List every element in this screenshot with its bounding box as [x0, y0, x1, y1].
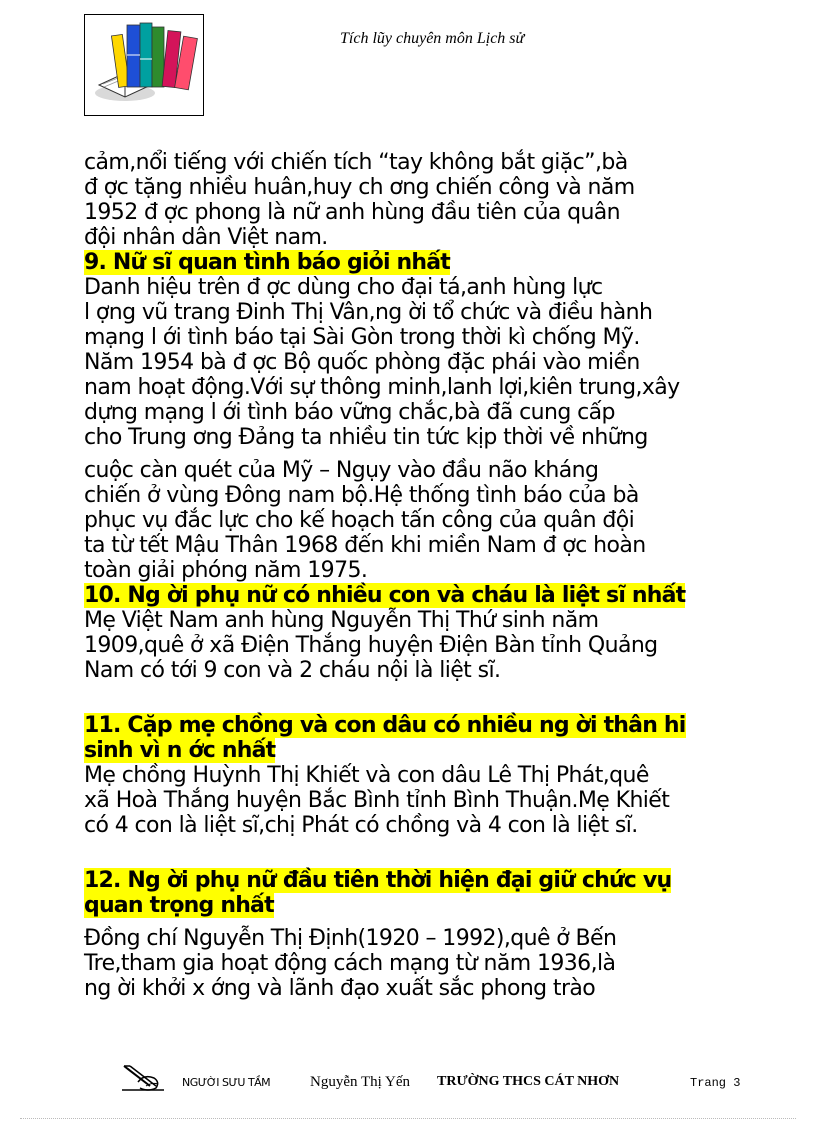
text-line: xã Hoà Thắng huyện Bắc Bình tỉnh Bình Thuận.Mẹ Khiết	[84, 788, 670, 813]
text-line: ta từ tết Mậu Thân 1968 đến khi miền Nam đ ợc hoàn	[84, 533, 646, 558]
heading-9-text: 9. Nữ sĩ quan tình báo giỏi nhất	[84, 250, 451, 275]
text-line: Tre,tham gia hoạt động cách mạng từ năm 1936,là	[84, 951, 616, 976]
heading-10-text: 10. Ng ời phụ nữ có nhiều con và cháu là liệt sĩ nhất	[84, 583, 686, 608]
text-line: ng ời khởi x ớng và lãnh đạo xuất sắc phong trào	[84, 976, 596, 1001]
section-heading-9	[84, 250, 764, 275]
text-line: Mẹ Việt Nam anh hùng Nguyễn Thị Thứ sinh năm	[84, 608, 599, 633]
text-line: 1952 đ ợc phong là nữ anh hùng đầu tiên của quân	[84, 200, 621, 225]
heading-11-text: 11. Cặp mẹ chồng và con dâu có nhiều ng ời thân hi	[84, 713, 686, 738]
text-line: đội nhân dân Việt nam.	[84, 225, 328, 250]
text-line: Mẹ chồng Huỳnh Thị Khiết và con dâu Lê Thị Phát,quê	[84, 763, 649, 788]
section-heading-11-cont	[84, 738, 764, 763]
text-line: Năm 1954 bà đ ợc Bộ quốc phòng đặc phái vào miền	[84, 350, 640, 375]
section-heading-12	[84, 868, 764, 893]
page-number: Trang 3	[690, 1076, 741, 1090]
text-line: cho Trung ơng Đảng ta nhiều tin tức kịp thời về những	[84, 425, 648, 450]
text-line: đ ợc tặng nhiều huân,huy ch ơng chiến công và năm	[84, 175, 635, 200]
text-line: l ợng vũ trang Đinh Thị Vân,ng ời tổ chức và điều hành	[84, 300, 653, 325]
text-line: Danh hiệu trên đ ợc dùng cho đại tá,anh hùng lực	[84, 275, 603, 300]
text-line: Nam có tới 9 con và 2 cháu nội là liệt sĩ.	[84, 658, 501, 683]
books-icon	[85, 15, 203, 115]
section-heading-10	[84, 583, 764, 608]
text-line: có 4 con là liệt sĩ,chị Phát có chồng và 4 con là liệt sĩ.	[84, 813, 638, 838]
document-body	[84, 150, 764, 1001]
text-line: chiến ở vùng Đông nam bộ.Hệ thống tình báo của bà	[84, 483, 639, 508]
heading-11-text-cont: sinh vì n ớc nhất	[84, 738, 276, 763]
text-line: toàn giải phóng năm 1975.	[84, 558, 368, 583]
collector-label: NGƯỜI SƯU TẦM	[182, 1076, 271, 1089]
heading-12-text: 12. Ng ời phụ nữ đầu tiên thời hiện đại giữ chức vụ	[84, 868, 672, 893]
school-name: TRƯỜNG THCS CÁT NHƠN	[437, 1074, 620, 1089]
text-line: phục vụ đắc lực cho kế hoạch tấn công của quân đội	[84, 508, 635, 533]
books-logo	[84, 14, 204, 116]
text-line: cuộc càn quét của Mỹ – Ngụy vào đầu não kháng	[84, 458, 599, 483]
section-heading-11	[84, 713, 764, 738]
pen-icon	[120, 1060, 168, 1098]
text-line: cảm,nổi tiếng với chiến tích “tay không bắt giặc”,bà	[84, 150, 628, 175]
text-line: Đồng chí Nguyễn Thị Định(1920 – 1992),quê ở Bến	[84, 926, 617, 951]
heading-12-text-cont: quan trọng nhất	[84, 893, 274, 918]
author-name: Nguyễn Thị Yến	[310, 1074, 410, 1090]
header-title: Tích lũy chuyên môn Lịch sử	[340, 30, 525, 47]
text-line: mạng l ới tình báo tại Sài Gòn trong thời kì chống Mỹ.	[84, 325, 640, 350]
page-footer	[0, 1070, 816, 1100]
page-divider	[20, 1118, 796, 1119]
text-line: dựng mạng l ới tình báo vững chắc,bà đã cung cấp	[84, 400, 615, 425]
text-line: nam hoạt động.Với sự thông minh,lanh lợi,kiên trung,xây	[84, 375, 680, 400]
section-heading-12-cont	[84, 893, 764, 918]
text-line: 1909,quê ở xã Điện Thắng huyện Điện Bàn tỉnh Quảng	[84, 633, 658, 658]
